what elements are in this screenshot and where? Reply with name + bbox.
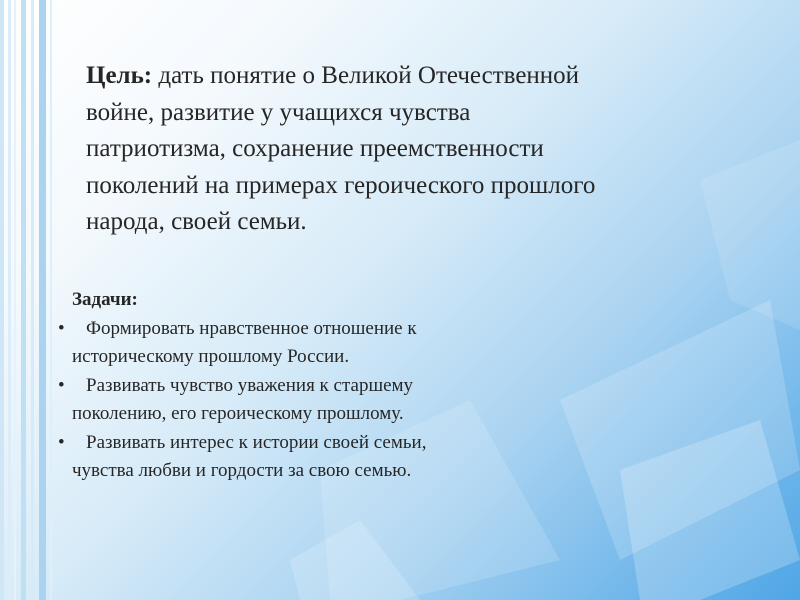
goal-line: поколений на примерах героического прошлого bbox=[86, 171, 596, 199]
task-text: историческому прошлому России. bbox=[72, 346, 350, 367]
goal-line: патриотизма, сохранение преемственности bbox=[86, 135, 544, 162]
task-text: Развивать интерес к истории своей семьи, bbox=[86, 431, 427, 453]
goal-label: Цель: bbox=[86, 62, 153, 89]
tasks-section bbox=[58, 286, 618, 486]
task-item bbox=[58, 372, 618, 429]
bullet-icon: • bbox=[58, 317, 65, 339]
task-text: поколению, его героическому прошлому. bbox=[72, 403, 404, 424]
task-text: чувства любви и гордости за свою семью. bbox=[72, 460, 412, 481]
goal-line: дать понятие о Великой Отечественной bbox=[152, 62, 580, 89]
bullet-icon: • bbox=[58, 374, 65, 396]
goal-paragraph bbox=[86, 58, 746, 241]
goal-line: войне, развитие у учащихся чувства bbox=[86, 98, 471, 126]
task-text: Формировать нравственное отношение к bbox=[86, 317, 417, 339]
tasks-title: Задачи: bbox=[72, 289, 138, 310]
task-text: Развивать чувство уважения к старшему bbox=[86, 374, 414, 396]
goal-line: народа, своей семьи. bbox=[86, 208, 307, 235]
task-item bbox=[58, 315, 618, 372]
bullet-icon: • bbox=[58, 431, 65, 453]
task-item bbox=[58, 429, 618, 486]
